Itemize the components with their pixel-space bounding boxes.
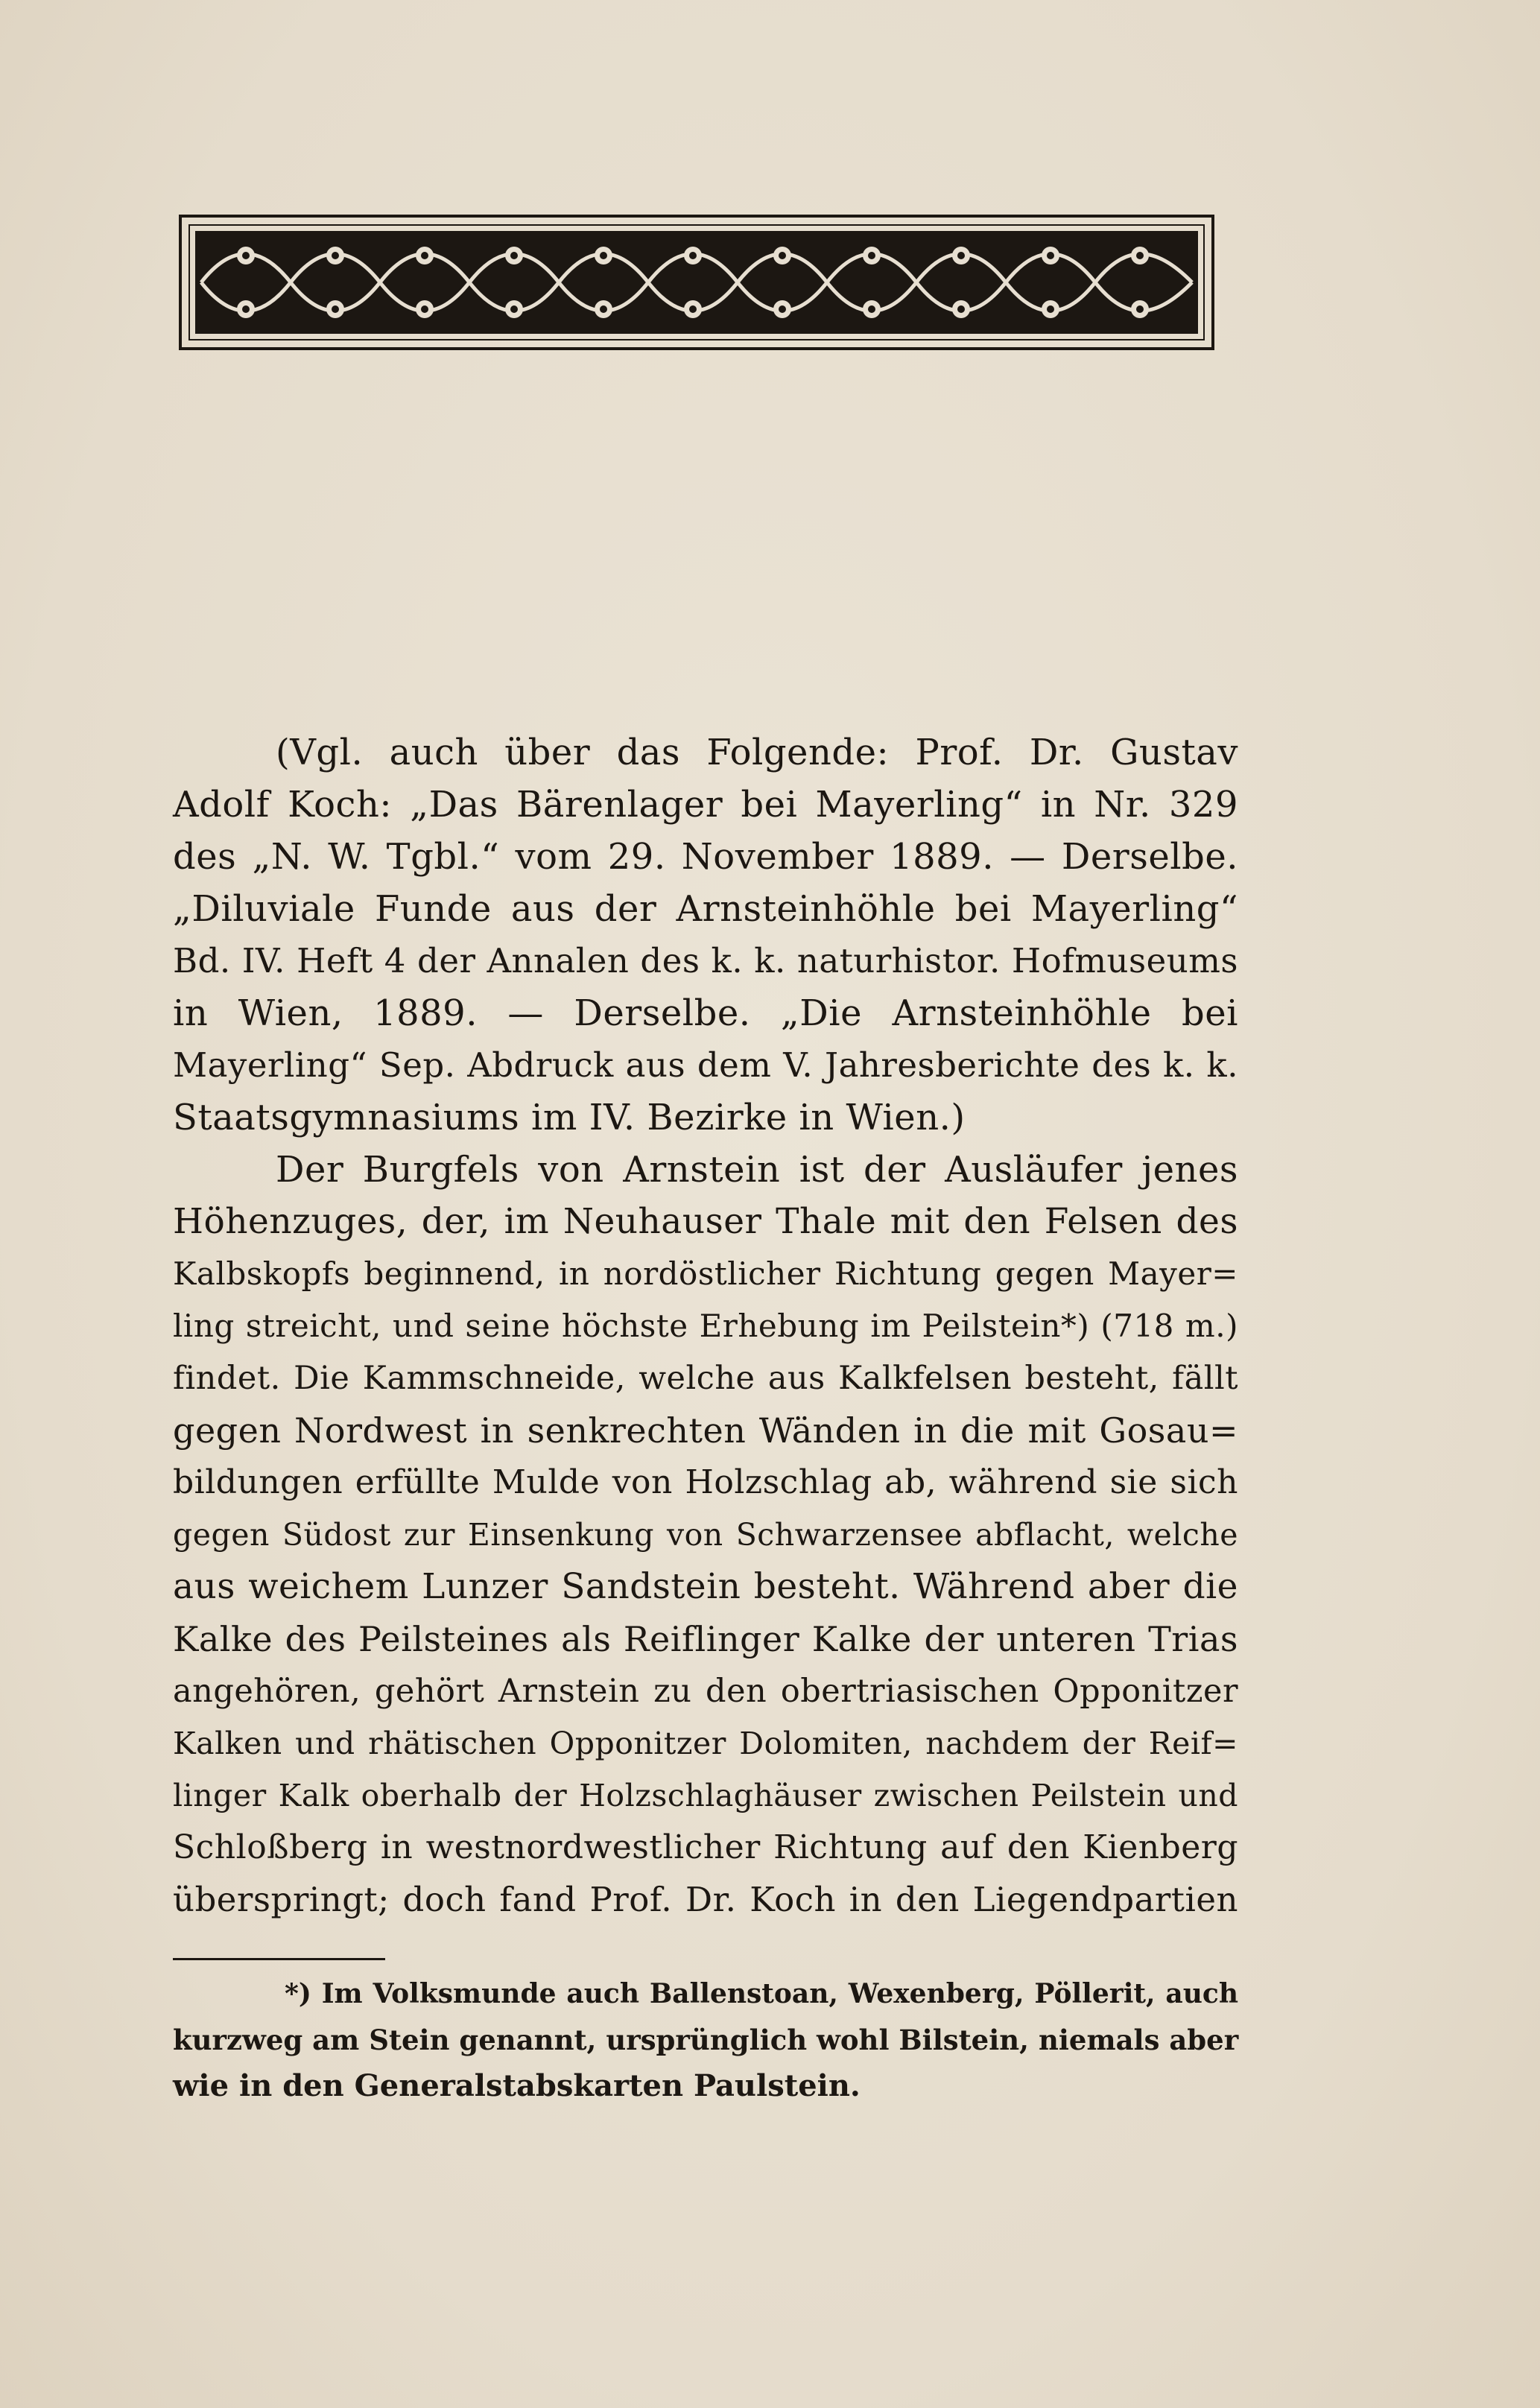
text-line: (Vgl. auch über das Folgende: Prof. Dr. Gustav [276,732,1238,773]
text-line: linger Kalk oberhalb der Holzschlaghäuser zwischen Peilstein und [173,1778,1238,1813]
text-line: Staatsgymnasiums im IV. Bezirke in Wien.) [173,1097,966,1138]
text-line: ling streicht, und seine höchste Erhebung im Peilstein*) (718 m.) [173,1308,1238,1344]
body-text [173,726,1238,1926]
text-line: Kalbskopfs beginnend, in nordöstlicher Richtung gegen Mayer= [173,1255,1238,1292]
text-line: des „N. W. Tgbl.“ vom 29. November 1889. — Derselbe. [173,836,1238,878]
text-line: aus weichem Lunzer Sandstein besteht. Während aber die [173,1566,1238,1607]
text-line: Mayerling“ Sep. Abdruck aus dem V. Jahresberichte des k. k. [173,1045,1238,1085]
text-line: überspringt; doch fand Prof. Dr. Koch in den Liegendpartien [173,1880,1238,1919]
text-line: in Wien, 1889. — Derselbe. „Die Arnsteinhöhle bei [173,992,1238,1034]
text-line: findet. Die Kammschneide, welche aus Kalkfelsen besteht, fällt [173,1360,1238,1397]
footnote-divider [173,1958,385,1960]
footnote [173,1971,1238,2109]
text-line: gegen Südost zur Einsenkung von Schwarzensee abflacht, welche [173,1517,1238,1553]
footnote-line: wie in den Generalstabskarten Paulstein. [173,2068,861,2103]
text-line: angehören, gehört Arnstein zu den obertriasischen Opponitzer [173,1673,1238,1710]
text-line: „Diluviale Funde aus der Arnsteinhöhle bei Mayerling“ [173,888,1238,930]
text-line: Schloßberg in westnordwestlicher Richtung auf den Kienberg [173,1828,1238,1866]
text-line: Bd. IV. Heft 4 der Annalen des k. k. naturhistor. Hofmuseums [173,941,1238,980]
floral-ornament-banner [179,215,1214,350]
footnote-line: *) Im Volksmunde auch Ballenstoan, Wexenberg, Pöllerit, auch [285,1978,1238,2009]
text-line: Der Burgfels von Arnstein ist der Ausläufer jenes [276,1149,1238,1191]
text-line: Kalken und rhätischen Opponitzer Dolomiten, nachdem der Reif= [173,1726,1238,1761]
text-line: Kalke des Peilsteines als Reiflinger Kalke der unteren Trias [173,1619,1238,1659]
text-line: gegen Nordwest in senkrechten Wänden in die mit Gosau= [173,1410,1238,1451]
text-line: bildungen erfüllte Mulde von Holzschlag ab, während sie sich [173,1463,1238,1501]
footnote-line: kurzweg am Stein genannt, ursprünglich wohl Bilstein, niemals aber [173,2024,1239,2056]
text-line: Höhenzuges, der, im Neuhauser Thale mit den Felsen des [173,1201,1238,1242]
text-line: Adolf Koch: „Das Bärenlager bei Mayerling“ in Nr. 329 [173,784,1238,826]
